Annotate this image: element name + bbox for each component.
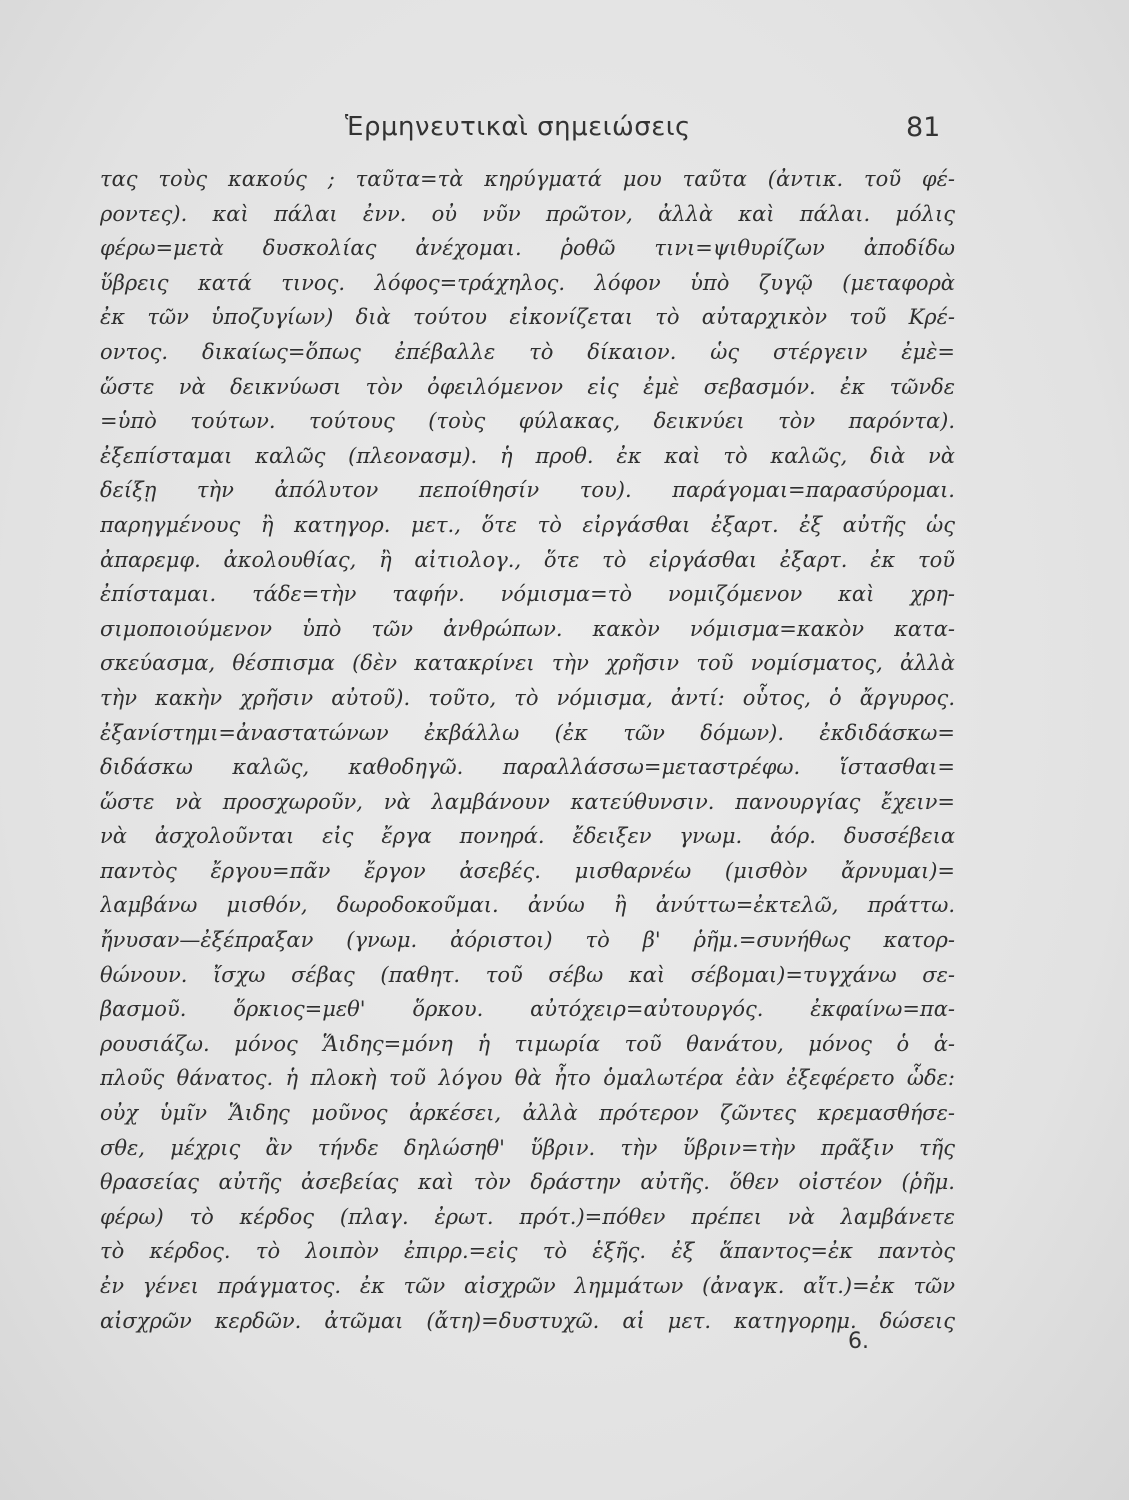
text-line: νὰ ἀσχολοῦνται εἰς ἔργα πονηρά. ἔδειξεν γνωμ. ἀόρ. δυσσέβεια	[100, 824, 955, 849]
text-line: σκεύασμα, θέσπισμα (δὲν κατακρίνει τὴν χρῆσιν τοῦ νομίσματος, ἀλλὰ	[100, 651, 955, 676]
text-line: ἐκ τῶν ὑποζυγίων) διὰ τούτου εἰκονίζεται τὸ αὐταρχικὸν τοῦ Κρέ-	[100, 305, 955, 330]
text-line: ὥστε νὰ προσχωροῦν, νὰ λαμβάνουν κατεύθυνσιν. πανουργίας ἔχειν=	[100, 789, 955, 814]
text-line: οὐχ ὑμῖν Ἅιδης μοῦνος ἀρκέσει, ἀλλὰ πρότερον ζῶντες κρεμασθήσε-	[100, 1101, 955, 1126]
printer-signature: 6.	[848, 1329, 869, 1354]
text-line: πλοῦς θάνατος. ἡ πλοκὴ τοῦ λόγου θὰ ἦτο ὁμαλωτέρα ἐὰν ἐξεφέρετο ὧδε:	[100, 1066, 955, 1091]
text-line: φέρω) τὸ κέρδος (πλαγ. ἐρωτ. πρότ.)=πόθεν πρέπει νὰ λαμβάνετε	[100, 1204, 955, 1229]
text-line: παντὸς ἔργου=πᾶν ἔργον ἀσεβές. μισθαρνέω (μισθὸν ἄρνυμαι)=	[100, 858, 955, 883]
text-line: σιμοποιούμενον ὑπὸ τῶν ἀνθρώπων. κακὸν νόμισμα=κακὸν κατα-	[100, 616, 955, 641]
text-line: ρουσιάζω. μόνος Ἅιδης=μόνη ἡ τιμωρία τοῦ θανάτου, μόνος ὁ ἁ-	[100, 1031, 955, 1056]
text-line: θώνουν. ἴσχω σέβας (παθητ. τοῦ σέβω καὶ σέβομαι)=τυγχάνω σε-	[100, 962, 955, 987]
text-line: ροντες). καὶ πάλαι ἐνν. οὐ νῦν πρῶτον, ἀλλὰ καὶ πάλαι. μόλις	[100, 201, 955, 226]
text-line: ἐν γένει πράγματος. ἐκ τῶν αἰσχρῶν λημμάτων (ἀναγκ. αἴτ.)=ἐκ τῶν	[100, 1274, 955, 1298]
commentary-text	[100, 162, 955, 1338]
text-line: =ὑπὸ τούτων. τούτους (τοὺς φύλακας, δεικνύει τὸν παρόντα).	[100, 409, 955, 434]
running-header	[0, 112, 1129, 152]
text-line: λαμβάνω μισθόν, δωροδοκοῦμαι. ἀνύω ἢ ἀνύττω=ἐκτελῶ, πράττω.	[100, 893, 955, 918]
text-line: φέρω=μετὰ δυσκολίας ἀνέχομαι. ῥοθῶ τινι=ψιθυρίζων ἀποδίδω	[100, 236, 955, 261]
text-line: αἰσχρῶν κερδῶν. ἀτῶμαι (ἄτη)=δυστυχῶ. αἱ μετ. κατηγορημ. δώσεις	[100, 1308, 955, 1333]
page-number: 81	[906, 112, 941, 143]
text-line: ὥστε νὰ δεικνύωσι τὸν ὀφειλόμενον εἰς ἐμὲ σεβασμόν. ἐκ τῶνδε	[100, 374, 955, 399]
text-line: βασμοῦ. ὅρκιος=μεθ' ὅρκου. αὐτόχειρ=αὐτουργός. ἐκφαίνω=πα-	[100, 997, 955, 1022]
text-line: ἀπαρεμφ. ἀκολουθίας, ἢ αἰτιολογ., ὅτε τὸ εἰργάσθαι ἐξαρτ. ἐκ τοῦ	[100, 547, 955, 572]
text-line: ἐπίσταμαι. τάδε=τὴν ταφήν. νόμισμα=τὸ νομιζόμενον καὶ χρη-	[100, 582, 955, 607]
text-line: διδάσκω καλῶς, καθοδηγῶ. παραλλάσσω=μεταστρέφω. ἵστασθαι=	[100, 755, 955, 780]
text-line: δείξῃ τὴν ἀπόλυτον πεποίθησίν του). παράγομαι=παρασύρομαι.	[100, 478, 955, 503]
text-line: ἐξεπίσταμαι καλῶς (πλεονασμ). ἡ προθ. ἐκ καὶ τὸ καλῶς, διὰ νὰ	[100, 443, 955, 468]
text-line: τας τοὺς κακούς ; ταῦτα=τὰ κηρύγματά μου ταῦτα (ἀντικ. τοῦ φέ-	[100, 167, 955, 191]
text-line: παρηγμένους ἢ κατηγορ. μετ., ὅτε τὸ εἰργάσθαι ἐξαρτ. ἐξ αὐτῆς ὡς	[100, 512, 955, 537]
text-line: τὸ κέρδος. τὸ λοιπὸν ἐπιρρ.=εἰς τὸ ἑξῆς. ἐξ ἅπαντος=ἐκ παντὸς	[100, 1239, 955, 1264]
text-line: ἤνυσαν—ἐξέπραξαν (γνωμ. ἀόριστοι) τὸ β' ῥῆμ.=συνήθως κατορ-	[100, 928, 955, 953]
text-line: ἐξανίστημι=ἀναστατώνων ἐκβάλλω (ἐκ τῶν δόμων). ἐκδιδάσκω=	[100, 720, 955, 745]
running-title: Ἑρμηνευτικαὶ σημειώσεις	[345, 112, 691, 142]
text-line: τὴν κακὴν χρῆσιν αὐτοῦ). τοῦτο, τὸ νόμισμα, ἀντί: οὗτος, ὁ ἄργυρος.	[100, 685, 955, 710]
text-line: ὕβρεις κατά τινος. λόφος=τράχηλος. λόφον ὑπὸ ζυγῷ (μεταφορὰ	[100, 270, 955, 295]
text-line: σθε, μέχρις ἂν τήνδε δηλώσηθ' ὕβριν. τὴν ὕβριν=τὴν πρᾶξιν τῆς	[100, 1135, 955, 1160]
text-line: οντος. δικαίως=ὅπως ἐπέβαλλε τὸ δίκαιον. ὡς στέργειν ἐμὲ=	[100, 339, 955, 364]
text-line: θρασείας αὐτῆς ἀσεβείας καὶ τὸν δράστην αὐτῆς. ὅθεν οἰστέον (ῥῆμ.	[100, 1170, 955, 1195]
